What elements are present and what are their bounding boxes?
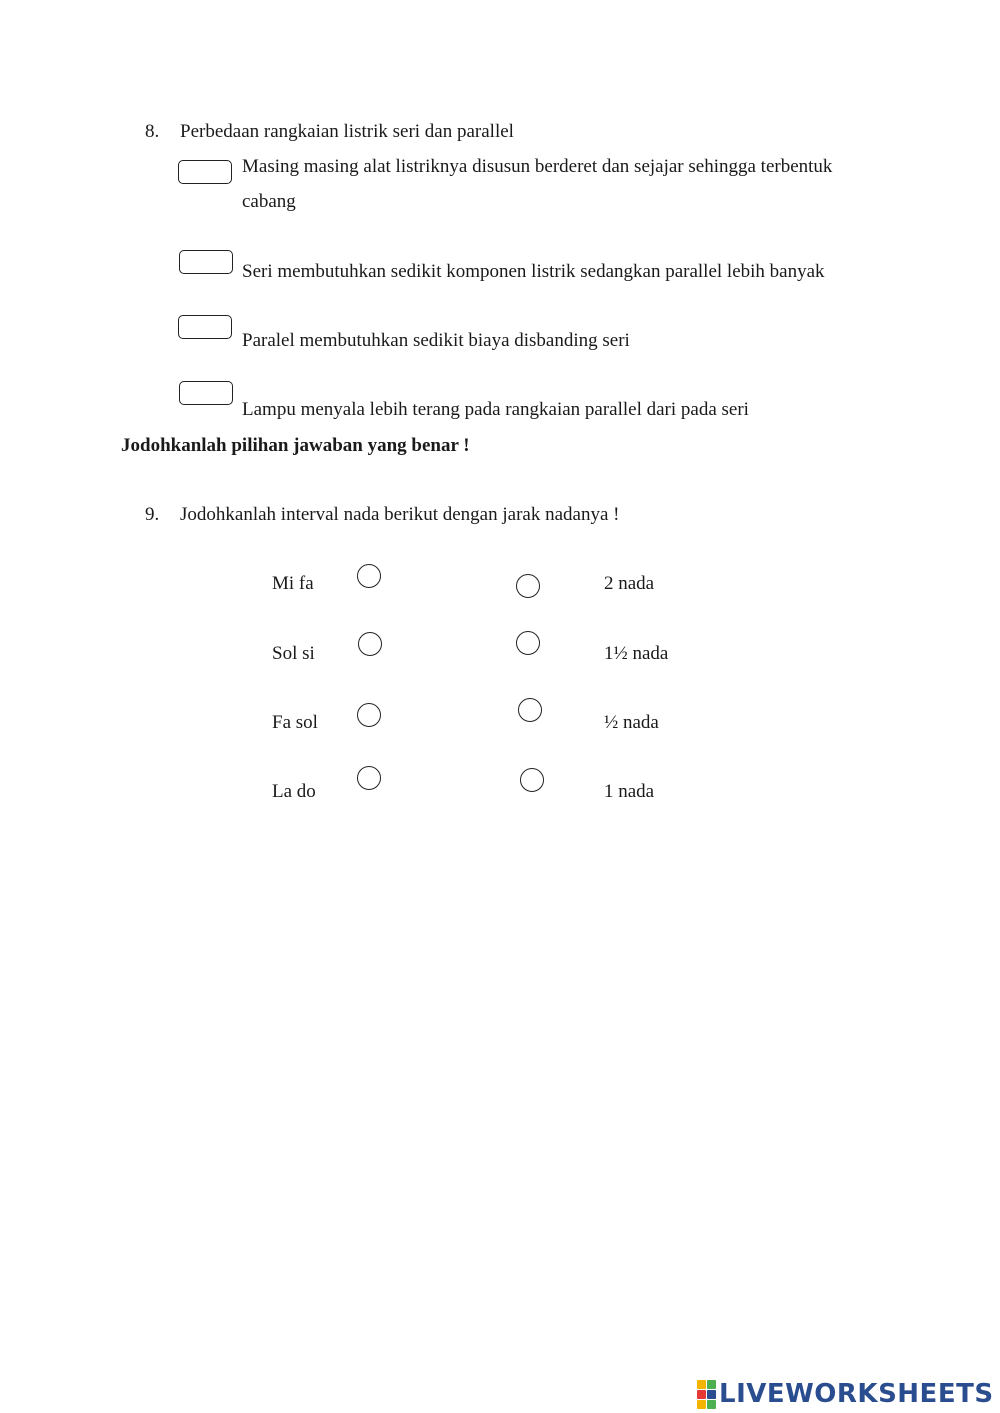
- option-4-text: Lampu menyala lebih terang pada rangkaian parallel dari pada seri: [242, 399, 749, 420]
- right-item-1: 2 nada: [604, 573, 655, 594]
- logo-text: LIVEWORKSHEETS: [719, 1379, 994, 1409]
- left-match-dot-3[interactable]: [357, 703, 381, 727]
- option-checkbox-2[interactable]: [179, 250, 233, 274]
- right-match-dot-4[interactable]: [520, 768, 544, 792]
- option-3-text: Paralel membutuhkan sedikit biaya disbanding seri: [242, 330, 630, 351]
- left-item-2: Sol si: [272, 643, 315, 664]
- question-9-title: Jodohkanlah interval nada berikut dengan jarak nadanya !: [180, 504, 620, 525]
- right-match-dot-3[interactable]: [518, 698, 542, 722]
- question-8-number: 8.: [145, 121, 160, 142]
- left-item-3: Fa sol: [272, 712, 318, 733]
- section-heading: Jodohkanlah pilihan jawaban yang benar !: [121, 435, 470, 456]
- left-match-dot-4[interactable]: [357, 766, 381, 790]
- right-match-dot-1[interactable]: [516, 574, 540, 598]
- right-item-3: ½ nada: [604, 712, 659, 733]
- option-1-text-line2: cabang: [242, 191, 296, 212]
- option-1-text-line1: Masing masing alat listriknya disusun berderet dan sejajar sehingga terbentuk: [242, 156, 833, 177]
- left-item-4: La do: [272, 781, 316, 802]
- option-checkbox-1[interactable]: [178, 160, 232, 184]
- right-item-4: 1 nada: [604, 781, 655, 802]
- left-item-1: Mi fa: [272, 573, 314, 594]
- right-match-dot-2[interactable]: [516, 631, 540, 655]
- option-checkbox-4[interactable]: [179, 381, 233, 405]
- left-match-dot-1[interactable]: [357, 564, 381, 588]
- left-match-dot-2[interactable]: [358, 632, 382, 656]
- logo-mark-icon: [697, 1380, 716, 1409]
- liveworksheets-logo[interactable]: [697, 1378, 994, 1410]
- question-8-title: Perbedaan rangkaian listrik seri dan parallel: [180, 121, 514, 142]
- right-item-2: 1½ nada: [604, 643, 669, 664]
- option-2-text: Seri membutuhkan sedikit komponen listrik sedangkan parallel lebih banyak: [242, 261, 825, 282]
- option-checkbox-3[interactable]: [178, 315, 232, 339]
- question-9-number: 9.: [145, 504, 160, 525]
